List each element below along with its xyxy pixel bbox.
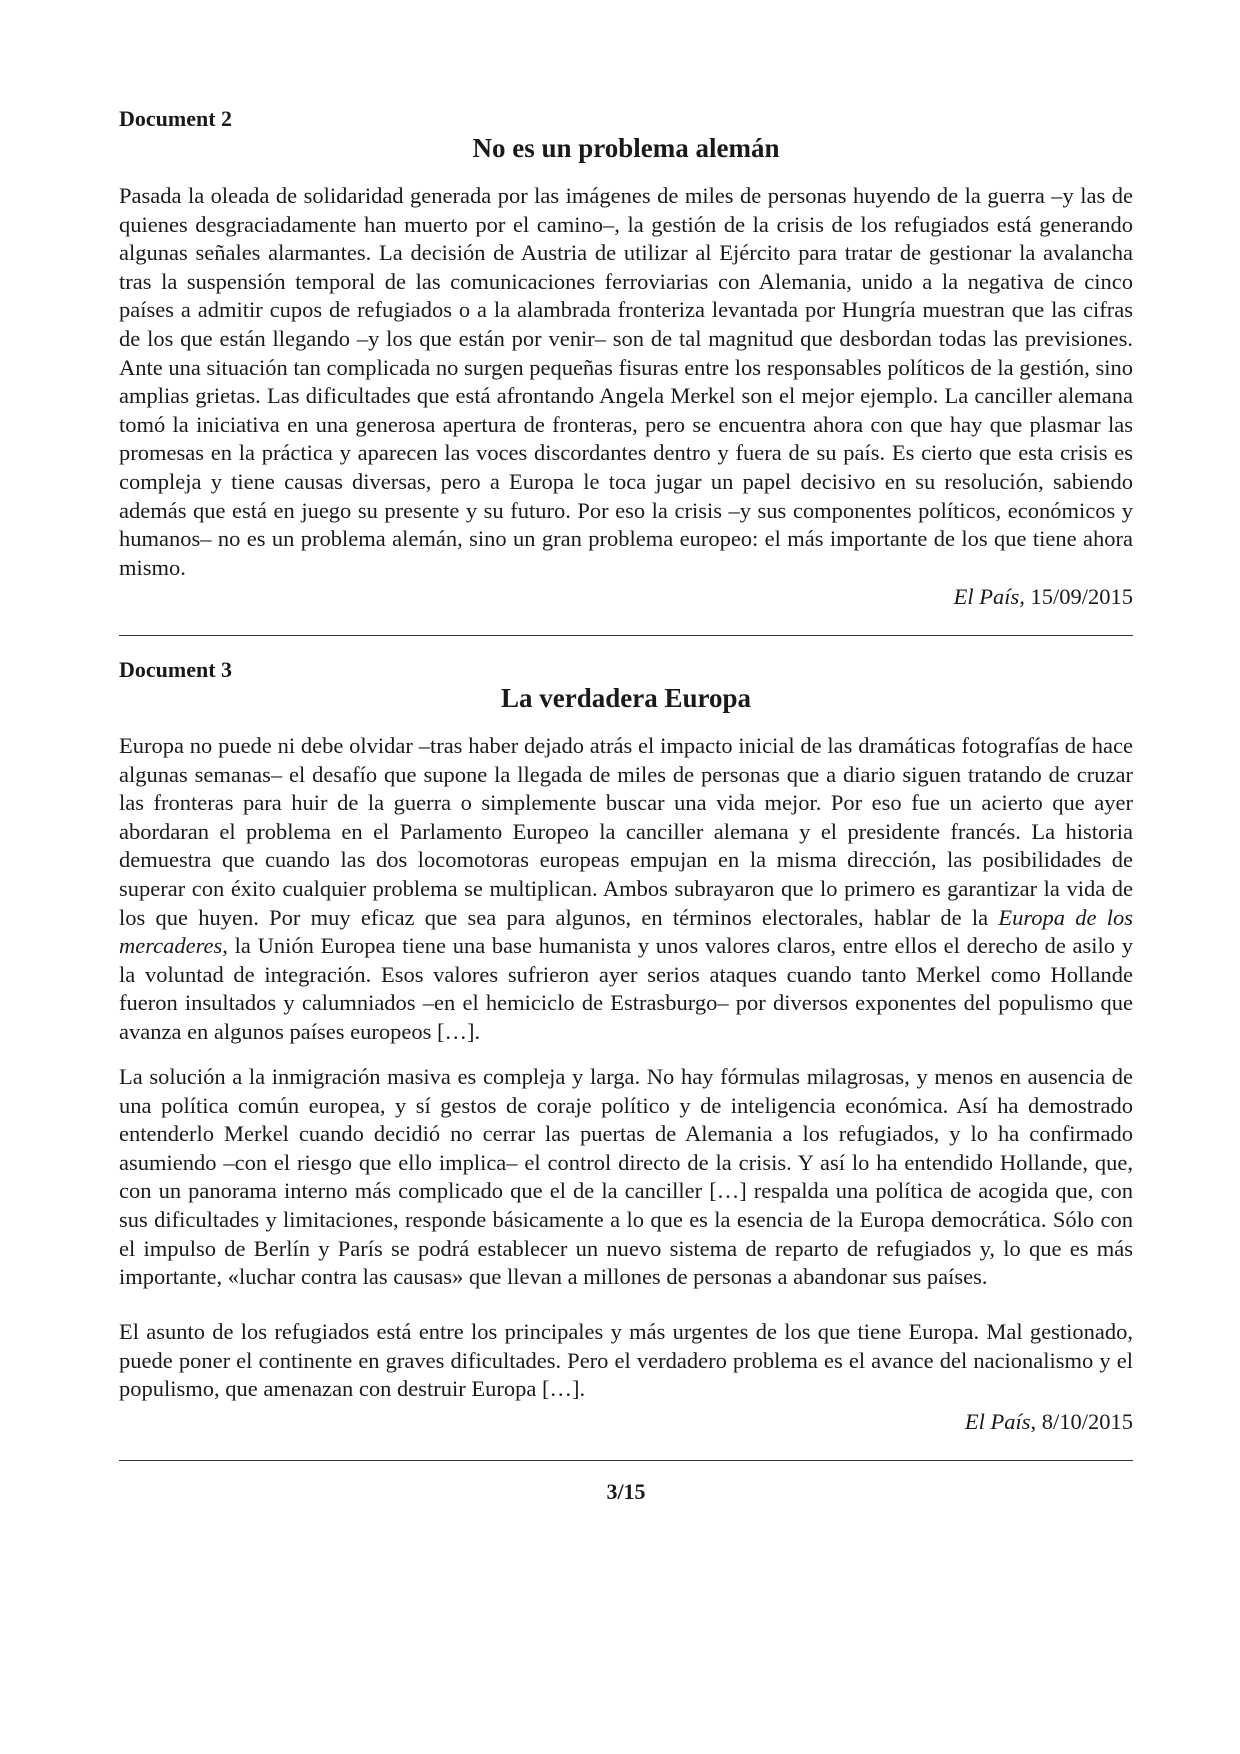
document-3-paragraph-1-start: Europa no puede ni debe olvidar –tras haber dejado atrás el impacto inicial de las dramáticas fotografías de hace algunas semanas– el desafío que supone la llegada de miles de personas que a diario siguen tratando de cruzar las fronteras para huir de la guerra o simplemente buscar una vida mejor. Por eso fue un acierto que ayer abordaran el problema en el Parlamento Europeo la canciller alemana y el presidente francés. La historia demuestra que cuando las dos locomotoras europeas empujan en la misma dirección, las posibilidades de superar con éxito cualquier problema se multiplican. Ambos subrayaron que lo primero es garantizar la vida de los que huyen. Por muy eficaz que sea para algunos, en términos electorales, hablar de la (119, 733, 1133, 930)
document-3-source (965, 1408, 1133, 1436)
document-2-title: No es un problema alemán (472, 133, 780, 163)
document-3-paragraph-1-end: , la Unión Europea tiene una base humanista y unos valores claros, entre ellos el derecho de asilo y la voluntad de integración. Esos valores sufrieron ayer serios ataques cuando tanto Merkel como Hollande fueron insultados y calumniados –en el hemiciclo de Estrasburgo– por diversos exponentes del populismo que avanza en algunos países europeos […]. (119, 933, 1133, 1044)
document-2-label: Document 2 (119, 106, 233, 131)
separator-line (119, 635, 1133, 636)
document-3-paragraph-3: El asunto de los refugiados está entre los principales y más urgentes de los que tiene Europa. Mal gestionado, puede poner el continente en graves dificultades. Pero el verdadero problema es el avance del nacionalismo y el populismo, que amenazan con destruir Europa […]. (119, 1319, 1133, 1402)
document-2-paragraph: Pasada la oleada de solidaridad generada por las imágenes de miles de personas huyendo de la guerra –y las de quienes desgraciadamente han muerto por el camino–, la gestión de la crisis de los refugiados está generando algunas señales alarmantes. La decisión de Austria de utilizar al Ejército para tratar de gestionar la avalancha tras la suspensión temporal de las comunicaciones ferroviarias con Alemania, unido a la negativa de cinco países a admitir cupos de refugiados o a la alambrada fronteriza levantada por Hungría muestran que las cifras de los que están llegando –y los que están por venir– son de tal magnitud que desbordan todas las previsiones. Ante una situación tan complicada no surgen pequeñas fisuras entre los responsables políticos de la gestión, sino amplias grietas. Las dificultades que está afrontando Angela Merkel son el mejor ejemplo. La canciller alemana tomó la iniciativa en una generosa apertura de fronteras, pero se encuentra ahora con que hay que plasmar las promesas en la práctica y aparecen las voces discordantes dentro y fuera de su país. Es cierto que esta crisis es compleja y tiene causas diversas, pero a Europa le toca jugar un papel decisivo en su resolución, sabiendo además que está en juego su presente y su futuro. Por eso la crisis –y sus componentes políticos, económicos y humanos– no es un problema alemán, sino un gran problema europeo: el más importante de los que tiene ahora mismo. (119, 183, 1133, 580)
document-3-title: La verdadera Europa (500, 683, 751, 713)
document-2-source-date: 15/09/2015 (1030, 584, 1133, 609)
exam-page (119, 0, 1133, 1754)
document-3-paragraph-1 (119, 732, 1133, 1047)
document-3-source-date: , 8/10/2015 (1030, 1409, 1133, 1434)
document-2-source (954, 583, 1133, 611)
document-3-paragraph-1-italic: Europa de los mercaderes (119, 904, 1133, 959)
document-3-source-name: El País (964, 1409, 1031, 1434)
footer-line (119, 1460, 1133, 1461)
page-number: 3/15 (606, 1479, 646, 1504)
document-2-source-name: El País, (953, 584, 1025, 609)
document-3-label: Document 3 (119, 657, 233, 682)
document-3-paragraph-2: La solución a la inmigración masiva es compleja y larga. No hay fórmulas milagrosas, y menos en ausencia de una política común europea, y sí gestos de coraje político y de inteligencia económica. Así ha demostrado entenderlo Merkel cuando decidió no cerrar las puertas de Alemania a los refugiados, y lo ha confirmado asumiendo –con el riesgo que ello implica– el control directo de la crisis. Y así lo ha entendido Hollande, que, con un panorama interno más complicado que el de la canciller […] respalda una política de acogida que, con sus dificultades y limitaciones, responde básicamente a lo que es la esencia de la Europa democrática. Sólo con el impulso de Berlín y París se podrá establecer un nuevo sistema de reparto de refugiados y, lo que es más importante, «luchar contra las causas» que llevan a millones de personas a abandonar sus países. (119, 1064, 1133, 1290)
